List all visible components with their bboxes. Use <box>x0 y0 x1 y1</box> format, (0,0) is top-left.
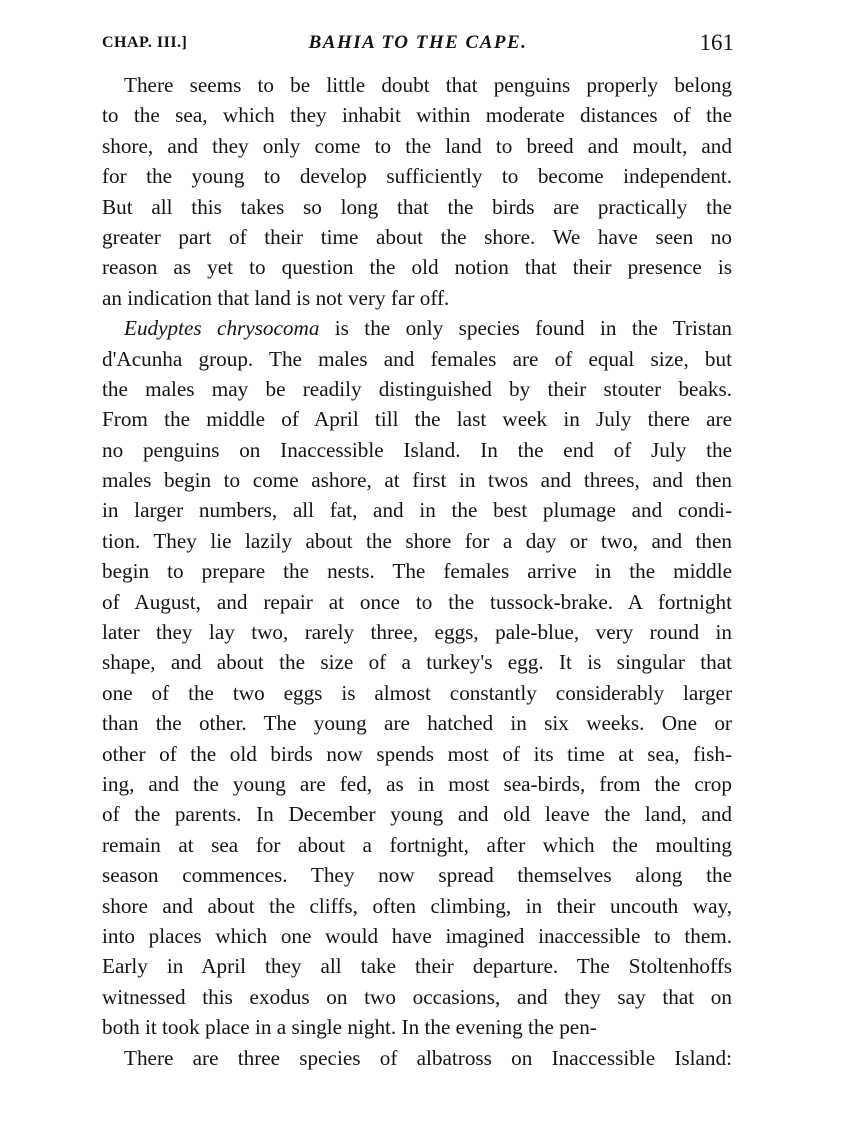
chapter-label: CHAP. III.] <box>102 34 188 51</box>
text-line: From the middle of April till the last week in July there are <box>102 407 732 432</box>
text-line: season commences. They now spread themselves along the <box>102 863 732 888</box>
text-line: both it took place in a single night. In the evening the pen- <box>102 1015 597 1040</box>
text-line: males begin to come ashore, at first in twos and threes, and then <box>102 468 732 493</box>
text-line: in larger numbers, all fat, and in the best plumage and condi- <box>102 498 732 523</box>
text-line: There seems to be little doubt that penguins properly belong <box>124 73 732 97</box>
text-line: the males may be readily distinguished by their stouter beaks. <box>102 376 732 401</box>
text-line: shore and about the cliffs, often climbing, in their uncouth way, <box>102 893 732 918</box>
text-line: into places which one would have imagined inaccessible to them. <box>102 923 732 948</box>
text-line: one of the two eggs is almost constantly considerably larger <box>102 680 732 705</box>
text-line: shape, and about the size of a turkey's egg. It is singular that <box>102 650 732 675</box>
text-line: greater part of their time about the shore. We have seen no <box>102 224 732 249</box>
text-line: There are three species of albatross on Inaccessible Island: <box>124 1045 732 1070</box>
text-line: an indication that land is not very far off. <box>102 285 450 310</box>
body-text <box>102 70 732 1073</box>
text-line: no penguins on Inaccessible Island. In the end of July the <box>102 437 732 462</box>
text-line-rest: is the only species found in the Tristan <box>319 316 732 341</box>
text-line: for the young to develop sufficiently to become independent. <box>102 164 732 189</box>
text-line: shore, and they only come to the land to breed and moult, and <box>102 133 732 158</box>
species-name: Eudyptes chrysocoma <box>124 316 320 341</box>
running-title: BAHIA TO THE CAPE. <box>308 32 528 53</box>
text-line: other of the old birds now spends most of its time at sea, fish- <box>102 741 732 766</box>
page-number: 161 <box>699 30 734 55</box>
text-line: d'Acunha group. The males and females are of equal size, but <box>102 346 732 371</box>
text-line: later they lay two, rarely three, eggs, pale-blue, very round in <box>102 620 732 645</box>
text-line: of August, and repair at once to the tussock-brake. A fortnight <box>102 589 732 614</box>
text-line <box>102 313 732 343</box>
text-line: remain at sea for about a fortnight, after which the moulting <box>102 832 732 857</box>
text-line: to the sea, which they inhabit within moderate distances of the <box>102 103 732 128</box>
text-line: witnessed this exodus on two occasions, and they say that on <box>102 984 732 1009</box>
text-line: tion. They lie lazily about the shore for a day or two, and then <box>102 528 732 553</box>
running-head <box>102 30 734 60</box>
text-line: begin to prepare the nests. The females arrive in the middle <box>102 559 732 584</box>
text-line: But all this takes so long that the birds are practically the <box>102 194 732 219</box>
text-line: ing, and the young are fed, as in most sea-birds, from the crop <box>102 771 732 796</box>
text-line: of the parents. In December young and old leave the land, and <box>102 802 732 827</box>
text-line: than the other. The young are hatched in six weeks. One or <box>102 711 732 736</box>
text-line: reason as yet to question the old notion that their presence is <box>102 255 732 280</box>
text-line: Early in April they all take their departure. The Stoltenhoffs <box>102 954 732 979</box>
